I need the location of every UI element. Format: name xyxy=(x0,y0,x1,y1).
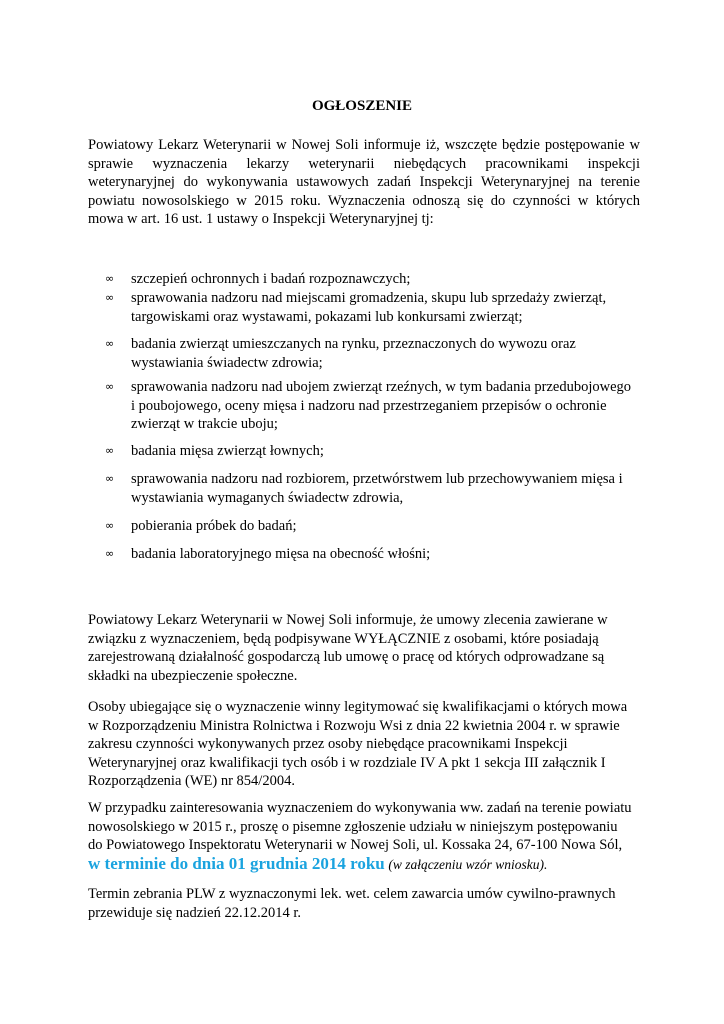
infinity-bullet-icon: ∞ xyxy=(105,519,115,532)
paragraph-line: przewiduje się nadzień 22.12.2014 r. xyxy=(88,904,302,921)
paragraph-line: związku z wyznaczeniem, będą podpisywane WYŁĄCZNIE z osobami, które posiadają xyxy=(88,630,599,647)
intro-line: sprawie wyznaczenia lekarzy weterynarii niebędących pracownikami inspekcji xyxy=(88,155,640,172)
infinity-bullet-icon: ∞ xyxy=(105,547,115,560)
deadline-text: w terminie do dnia 01 grudnia 2014 roku xyxy=(88,853,385,873)
paragraph-line: W przypadku zainteresowania wyznaczeniem do wykonywania ww. zadań na terenie powiatu xyxy=(88,800,632,816)
attachment-note: (w załączeniu wzór wniosku). xyxy=(388,856,548,872)
paragraph-line: w Rozporządzeniu Ministra Rolnictwa i Rozwoju Wsi z dnia 22 kwietnia 2004 r. w sprawie xyxy=(88,717,620,734)
page-title: OGŁOSZENIE xyxy=(311,98,413,114)
list-item xyxy=(105,289,641,326)
intro-line: powiatu nowosolskiego w 2015 roku. Wyznaczenia odnoszą się do czynności w których xyxy=(88,192,640,209)
infinity-bullet-icon: ∞ xyxy=(105,291,115,304)
paragraph-line: zakresu czynności wykonywanych przez osoby niebędące pracownikami Inspekcji xyxy=(88,736,568,753)
list-item-text: szczepień ochronnych i badań rozpoznawczych; xyxy=(131,271,411,287)
paragraph-line: Osoby ubiegające się o wyznaczenie winny legitymować się kwalifikacjami o których mowa xyxy=(88,699,628,715)
intro-line: weterynaryjnej do wykonywania ustawowych zadań Inspekcji Weterynaryjnej na terenie xyxy=(88,174,640,191)
paragraph-line: Weterynaryjnej oraz kwalifikacji tych osób i w rozdziale IV A pkt 1 sekcja III załącznik I xyxy=(88,754,606,771)
list-item-text: zwierząt w trakcie uboju; xyxy=(131,416,278,433)
infinity-bullet-icon: ∞ xyxy=(105,272,115,285)
list-item xyxy=(105,270,641,289)
list-item xyxy=(105,442,641,461)
list-item-text: pobierania próbek do badań; xyxy=(131,518,297,534)
paragraph-line: nowosolskiego w 2015 r., proszę o pisemne zgłoszenie udziału w niniejszym postępowaniu xyxy=(88,818,618,835)
list-item-text: targowiskami oraz wystawami, pokazami lub konkursami zwierząt; xyxy=(131,308,523,325)
list-item xyxy=(105,545,641,564)
list-item xyxy=(105,378,641,434)
paragraph-line: Rozporządzenia (WE) nr 854/2004. xyxy=(88,773,295,790)
paragraph-line: składki na ubezpieczenie społeczne. xyxy=(88,667,298,684)
paragraph-line: zarejestrowaną działalność gospodarczą lub umowę o pracę od których odprowadzane są xyxy=(88,649,605,666)
list-item-text: badania mięsa zwierząt łownych; xyxy=(131,443,324,459)
list-item-text: sprawowania nadzoru nad rozbiorem, przetwórstwem lub przechowywaniem mięsa i xyxy=(131,471,623,487)
list-item xyxy=(105,517,641,536)
deadline-line xyxy=(88,855,640,875)
list-item-text: badania zwierząt umieszczanych na rynku, przeznaczonych do wywozu oraz xyxy=(131,336,576,352)
list-item-text: sprawowania nadzoru nad ubojem zwierząt rzeźnych, w tym badania przedubojowego xyxy=(131,379,632,395)
intro-paragraph xyxy=(88,136,640,229)
contract-paragraph xyxy=(88,611,640,685)
infinity-bullet-icon: ∞ xyxy=(105,444,115,457)
list-item-text: sprawowania nadzoru nad miejscami gromadzenia, skupu lub sprzedaży zwierząt, xyxy=(131,290,607,306)
infinity-bullet-icon: ∞ xyxy=(105,380,115,393)
list-item xyxy=(105,335,641,372)
qualifications-paragraph xyxy=(88,698,640,791)
paragraph-line: Powiatowy Lekarz Weterynarii w Nowej Soli informuje, że umowy zlecenia zawierane w xyxy=(88,612,608,628)
intro-line: mowa w art. 16 ust. 1 ustawy o Inspekcji Weterynaryjnej tj: xyxy=(88,211,434,228)
list-item-text: badania laboratoryjnego mięsa na obecność włośni; xyxy=(131,546,431,562)
meeting-paragraph xyxy=(88,885,640,922)
list-item-text: i poubojowego, oceny mięsa i nadzoru nad przestrzeganiem przepisów o ochronie xyxy=(131,397,607,414)
infinity-bullet-icon: ∞ xyxy=(105,337,115,350)
list-item-text: wystawiania świadectw zdrowia; xyxy=(131,354,323,371)
list-item-text: wystawiania wymaganych świadectw zdrowia, xyxy=(131,489,404,506)
paragraph-line: do Powiatowego Inspektoratu Weterynarii w Nowej Soli, ul. Kossaka 24, 67-100 Nowa Sól, xyxy=(88,837,623,854)
paragraph-line: Termin zebrania PLW z wyznaczonymi lek. wet. celem zawarcia umów cywilno-prawnych xyxy=(88,886,616,902)
intro-line: Powiatowy Lekarz Weterynarii w Nowej Soli informuje iż, wszczęte będzie postępowanie w xyxy=(88,137,640,153)
application-paragraph xyxy=(88,799,640,874)
list-item xyxy=(105,470,641,507)
infinity-bullet-icon: ∞ xyxy=(105,472,115,485)
